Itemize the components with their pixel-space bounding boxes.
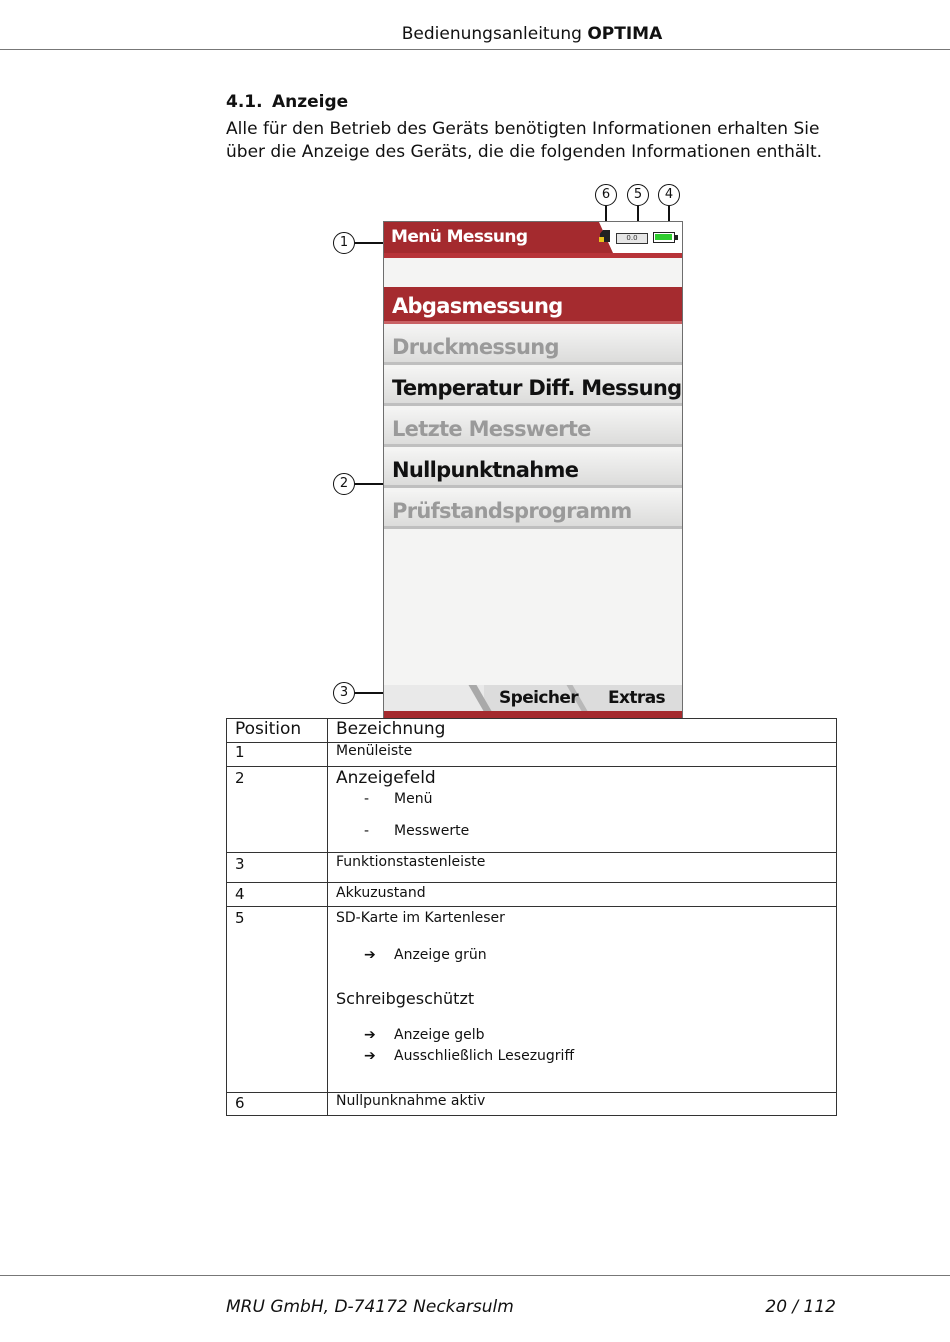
menu-item-letzte-messwerte[interactable]: Letzte Messwerte (384, 410, 682, 447)
list-item (336, 789, 836, 809)
nullpoint-indicator-icon (599, 237, 604, 242)
intro-paragraph: Alle für den Betrieb des Geräts benötigten Informationen erhalten Sie über die Anzeige des Geräts, die die folgenden Informationen enthält. (226, 119, 823, 162)
row-pos: 2 (227, 767, 328, 853)
row-text: Akkuzustand (328, 883, 837, 907)
list-item (336, 821, 836, 841)
list-item-text: Menü (394, 791, 433, 807)
list-item (336, 945, 836, 965)
menu-item-abgasmessung[interactable]: Abgasmessung (384, 287, 682, 324)
function-key-speicher[interactable]: Speicher (499, 688, 579, 708)
function-key-extras[interactable]: Extras (608, 688, 666, 708)
header-bezeichnung: Bezeichnung (328, 719, 837, 743)
row-pos: 3 (227, 853, 328, 883)
menu-bar-underline (384, 253, 682, 258)
legend-table (226, 718, 837, 1116)
header-product: OPTIMA (587, 24, 663, 44)
menu-item-temperatur-diff-messung[interactable]: Temperatur Diff. Messung (384, 369, 682, 406)
row-text: Menüleiste (328, 743, 837, 767)
list-item (336, 1046, 836, 1067)
row-text: Funktionstastenleiste (328, 853, 837, 883)
footer-company: MRU GmbH, D-74172 Neckarsulm (226, 1297, 514, 1317)
menu-item-pruefstandsprogramm[interactable]: Prüfstandsprogramm (384, 492, 682, 529)
callout-5: 5 (627, 184, 649, 206)
callout-2-leader (355, 483, 384, 485)
subheading-schreibgeschuetzt: Schreibgeschützt (336, 989, 475, 1008)
table-row (227, 767, 837, 853)
list-item-text: Anzeige gelb (394, 1027, 485, 1043)
header-rule (0, 49, 950, 50)
table-row (227, 1093, 837, 1116)
battery-tip (675, 235, 678, 240)
page-number: 20 / 112 (765, 1297, 836, 1317)
row-content (328, 907, 837, 1093)
table-row (227, 853, 837, 883)
arrow-marker: ➔ (364, 947, 376, 963)
section-heading (226, 92, 348, 112)
running-header (0, 24, 950, 44)
section-number: 4.1. (226, 92, 263, 112)
list-item-text: Anzeige grün (394, 947, 487, 963)
arrow-marker: ➔ (364, 1027, 376, 1043)
header-position: Position (227, 719, 328, 743)
menu-bar-title: Menü Messung (391, 227, 528, 247)
callout-1-leader (355, 242, 384, 244)
menu-item-druckmessung[interactable]: Druckmessung (384, 328, 682, 365)
function-key-empty (384, 685, 484, 711)
footer-rule (0, 1275, 950, 1276)
callout-2: 2 (333, 473, 355, 495)
row-pos: 6 (227, 1093, 328, 1116)
table-row (227, 743, 837, 767)
callout-1: 1 (333, 232, 355, 254)
dash-marker: - (364, 791, 370, 807)
table-row (227, 883, 837, 907)
dash-marker: - (364, 823, 370, 839)
row-pos: 5 (227, 907, 328, 1093)
callout-6: 6 (595, 184, 617, 206)
row-pos: 1 (227, 743, 328, 767)
row-content (328, 767, 837, 853)
callout-3-leader (355, 692, 384, 694)
callout-3: 3 (333, 682, 355, 704)
list-item-text: Ausschließlich Lesezugriff (394, 1048, 575, 1064)
battery-level (655, 234, 672, 240)
section-title: Anzeige (272, 92, 349, 112)
menu-item-nullpunktnahme[interactable]: Nullpunktnahme (384, 451, 682, 488)
row-text: Nullpunknahme aktiv (328, 1093, 837, 1116)
row-text: Anzeigefeld (336, 768, 436, 788)
device-screen (383, 221, 683, 719)
list-item-text: Messwerte (394, 823, 470, 839)
list-item (336, 1025, 836, 1046)
sd-status-box: 0.0 (616, 233, 648, 244)
header-prefix: Bedienungsanleitung (401, 24, 582, 44)
row-pos: 4 (227, 883, 328, 907)
row-text: SD-Karte im Kartenleser (336, 910, 505, 926)
table-header-row (227, 719, 837, 743)
battery-icon (653, 232, 675, 243)
arrow-marker: ➔ (364, 1048, 376, 1064)
table-row (227, 907, 837, 1093)
callout-4: 4 (658, 184, 680, 206)
